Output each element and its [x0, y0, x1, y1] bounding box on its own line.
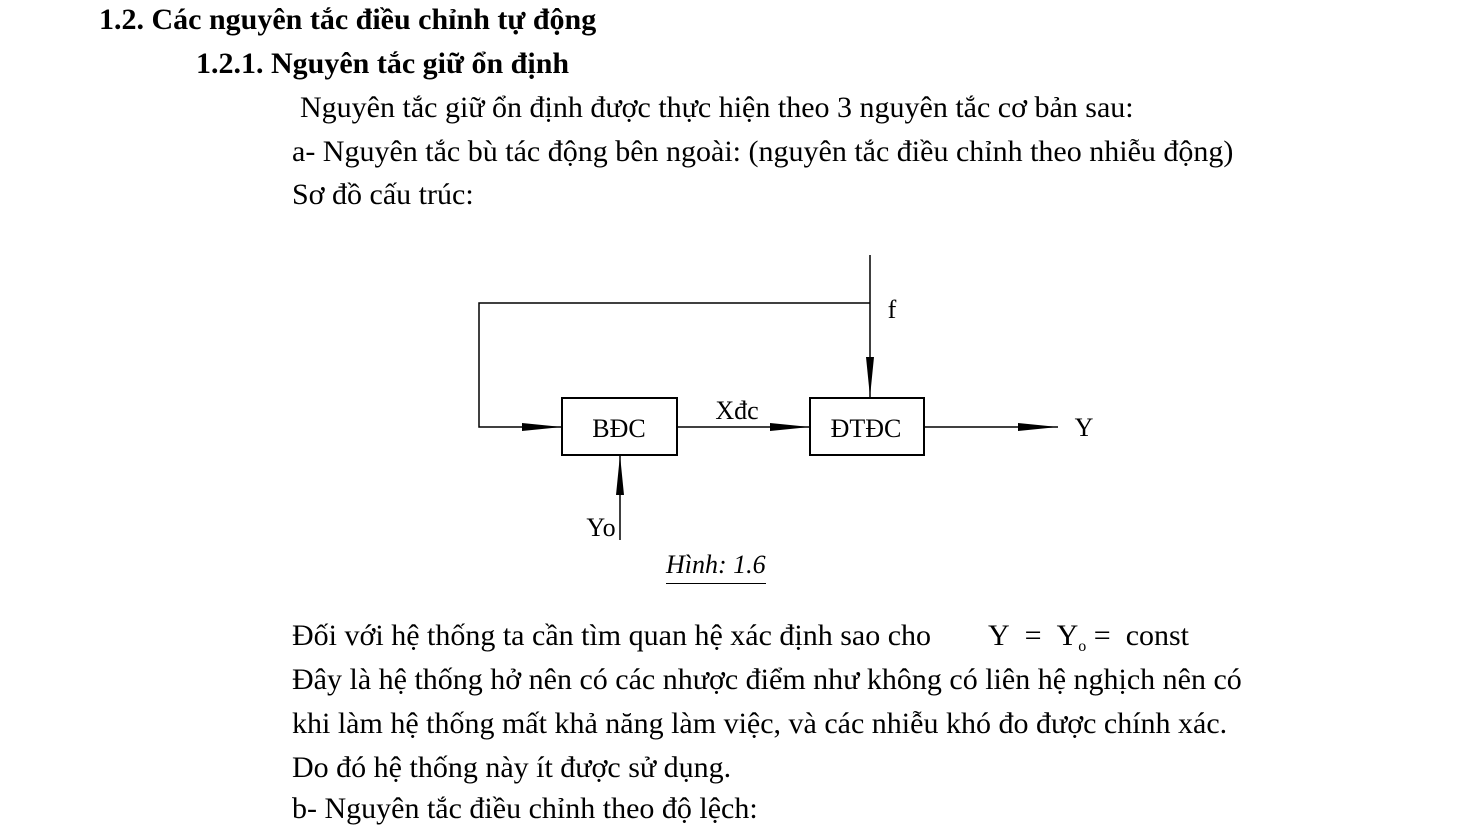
figure-caption: Hình: 1.6: [666, 548, 766, 584]
subsection-heading: 1.2.1. Nguyên tắc giữ ổn định: [196, 47, 570, 80]
formula-rhs: const: [1125, 619, 1190, 652]
setpoint-label: Yo: [586, 513, 616, 542]
section-heading: 1.2. Các nguyên tắc điều chỉnh tự động: [99, 3, 597, 36]
formula: [988, 618, 1189, 665]
formula-y0: Y: [1056, 619, 1079, 652]
para-line-3: Do đó hệ thống này ít được sử dụng.: [292, 751, 732, 784]
formula-y0-sub: o: [1078, 638, 1087, 655]
plant-label: ĐTĐC: [830, 414, 902, 443]
item-a-text: a- Nguyên tắc bù tác động bên ngoài: (nguyên tắc điều chỉnh theo nhiễu động): [292, 135, 1234, 168]
disturbance-label: f: [887, 295, 897, 324]
formula-lhs: Y: [988, 619, 1010, 652]
para-line-1: Đây là hệ thống hở nên có các nhược điểm như không có liên hệ nghịch nên có: [292, 663, 1242, 696]
structure-label: Sơ đồ cấu trúc:: [292, 178, 474, 211]
formula-eq1: =: [1024, 619, 1042, 652]
intro-text: Nguyên tắc giữ ổn định được thực hiện theo 3 nguyên tắc cơ bản sau:: [300, 91, 1134, 124]
control-signal-label: Xđc: [715, 396, 759, 425]
item-b-text: b- Nguyên tắc điều chỉnh theo độ lệch:: [292, 792, 758, 825]
output-label: Y: [1074, 413, 1094, 442]
formula-eq2: =: [1093, 619, 1111, 652]
controller-label: BĐC: [592, 414, 646, 443]
para-lead: Đối với hệ thống ta cần tìm quan hệ xác định sao cho: [292, 619, 932, 652]
para-line-2: khi làm hệ thống mất khả năng làm việc, và các nhiễu khó đo được chính xác.: [292, 707, 1228, 740]
